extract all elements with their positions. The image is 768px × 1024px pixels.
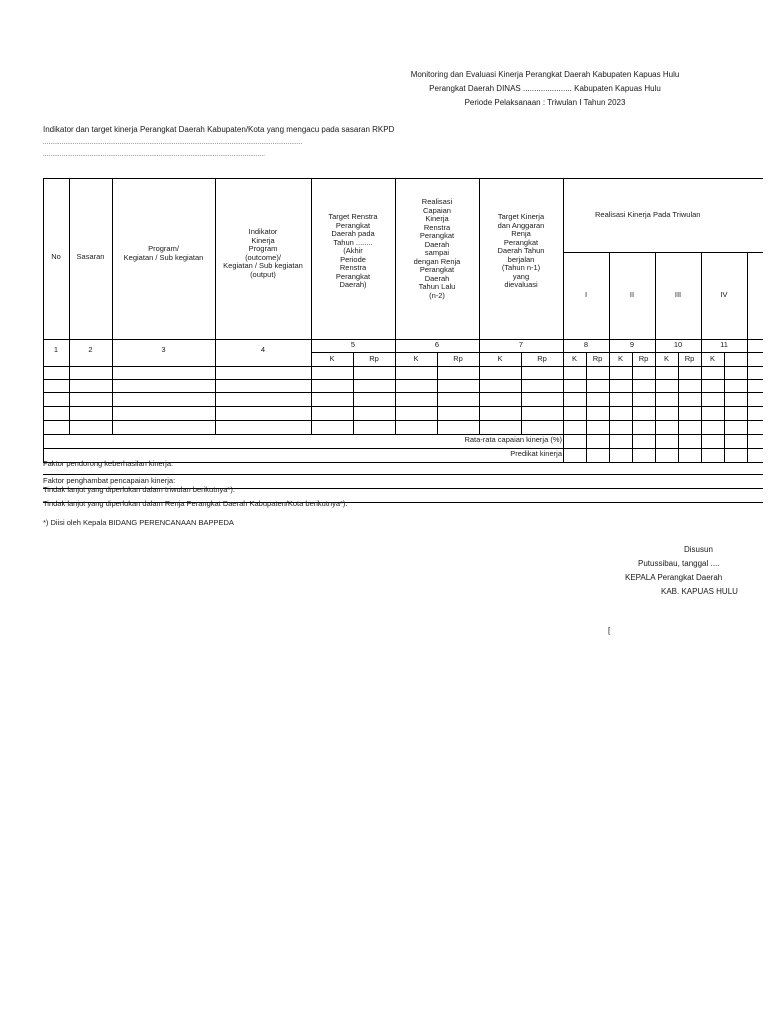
col-number-11: 11 — [720, 340, 728, 349]
grid-line-v — [521, 352, 522, 434]
grid-line-v — [43, 434, 44, 462]
triwulan-label-3: III — [674, 290, 682, 299]
kabupaten-label: KAB. KAPUAS HULU — [661, 587, 738, 596]
grid-line-v — [69, 178, 70, 434]
col-header-indikator: Indikator Kinerja Program (outcome)/ Kegiatan / Sub kegiatan (output) — [223, 227, 303, 279]
col-number-9: 9 — [629, 340, 635, 349]
grid-line-v — [43, 178, 44, 434]
sub-header-k-11: K — [709, 354, 715, 363]
col-header-no: No — [51, 252, 61, 261]
signature-mark: [ — [608, 626, 611, 635]
grid-line-v — [724, 352, 725, 462]
col-header-sasaran: Sasaran — [76, 252, 105, 261]
sub-header-rp-10: Rp — [684, 354, 695, 363]
faktor-pendorong: Faktor pendorong keberhasilan kinerja: — [43, 459, 174, 468]
rata-rata-label: Rata-rata capaian kinerja (%) — [464, 435, 562, 444]
sub-header-rp-5: Rp — [369, 354, 379, 363]
grid-line-v — [437, 352, 438, 434]
col-header-triwulan: Realisasi Kinerja Pada Triwulan — [595, 210, 701, 219]
grid-line-h — [43, 178, 763, 179]
grid-line-v — [353, 352, 354, 434]
tindak-lanjut-triwulan: Tindak lanjut yang diperlukan dalam triwulan berikutnya*): — [43, 485, 235, 494]
grid-line-v — [563, 178, 564, 434]
col-header-target-kinerja: Target Kinerja dan Anggaran Renja Perangkat Daerah Tahun berjalan (Tahun n-1) yang dievaluasi — [497, 212, 545, 289]
place-date: Putussibau, tanggal .... — [638, 559, 720, 568]
report-title: Monitoring dan Evaluasi Kinerja Perangkat Daerah Kabupaten Kapuas Hulu — [410, 70, 680, 79]
grid-line-v — [563, 434, 564, 462]
sub-header-k-5: K — [329, 354, 335, 363]
col-number-3: 3 — [161, 345, 166, 354]
col-header-realisasi: Realisasi Capaian Kinerja Renstra Perangkat Daerah sampai dengan Renja Perangkat Daerah Tahun Lalu (n-2) — [413, 197, 461, 300]
col-number-6: 6 — [434, 340, 440, 349]
footnote: *) Diisi oleh Kepala BIDANG PERENCANAAN BAPPEDA — [43, 518, 234, 527]
kepala-title: KEPALA Perangkat Daerah — [625, 573, 723, 582]
grid-line-v — [112, 178, 113, 434]
grid-line-v — [747, 252, 748, 462]
report-department: Perangkat Daerah DINAS ...................... Kabupaten Kapuas Hulu — [429, 84, 661, 93]
evaluation-table — [43, 178, 728, 513]
tindak-lanjut-renja: Tindak lanjut yang diperlukan dalam Renja Perangkat Daerah Kabupaten/Kota berikutnya*): — [43, 499, 348, 508]
col-number-5: 5 — [350, 340, 356, 349]
grid-line-v — [215, 178, 216, 434]
triwulan-label-1: I — [584, 290, 588, 299]
grid-line-v — [586, 352, 587, 462]
triwulan-label-4: IV — [720, 290, 728, 299]
col-number-10: 10 — [673, 340, 683, 349]
sub-header-k-7: K — [497, 354, 503, 363]
grid-line-v — [678, 352, 679, 462]
sub-header-rp-9: Rp — [638, 354, 649, 363]
intro-text: Indikator dan target kinerja Perangkat Daerah Kabupaten/Kota yang mengacu pada sasaran RKPD — [43, 125, 395, 134]
col-number-7: 7 — [518, 340, 524, 349]
predikat-label: Predikat kinerja — [510, 449, 562, 458]
col-header-target-renstra: Target Renstra Perangkat Daerah pada Tahun ........ (Akhir Periode Renstra Perangkat Daerah) — [328, 212, 378, 289]
disusun-label: Disusun — [684, 545, 713, 554]
faktor-penghambat: Faktor penghambat pencapaian kinerja: — [43, 476, 176, 485]
sub-header-k-8: K — [571, 354, 577, 363]
report-period: Periode Pelaksanaan : Triwulan I Tahun 2023 — [464, 98, 626, 107]
intro-dots-line-2: ....................................................................................................................... — [43, 152, 266, 158]
col-header-program: Program/ Kegiatan / Sub kegiatan — [123, 244, 204, 262]
col-number-4: 4 — [260, 345, 266, 354]
col-number-8: 8 — [583, 340, 589, 349]
col-number-1: 1 — [53, 345, 59, 354]
grid-line-h — [43, 474, 763, 475]
sub-header-rp-6: Rp — [453, 354, 463, 363]
grid-line-h — [311, 352, 763, 353]
grid-line-h — [563, 252, 763, 253]
sub-header-k-6: K — [413, 354, 419, 363]
intro-dots-line-1: ........................................................................................................................................... — [43, 140, 303, 146]
triwulan-label-2: II — [629, 290, 635, 299]
sub-header-k-10: K — [663, 354, 669, 363]
sub-header-rp-7: Rp — [537, 354, 547, 363]
sub-header-k-9: K — [617, 354, 623, 363]
sub-header-rp-8: Rp — [592, 354, 603, 363]
grid-line-v — [632, 352, 633, 462]
col-number-2: 2 — [88, 345, 93, 354]
